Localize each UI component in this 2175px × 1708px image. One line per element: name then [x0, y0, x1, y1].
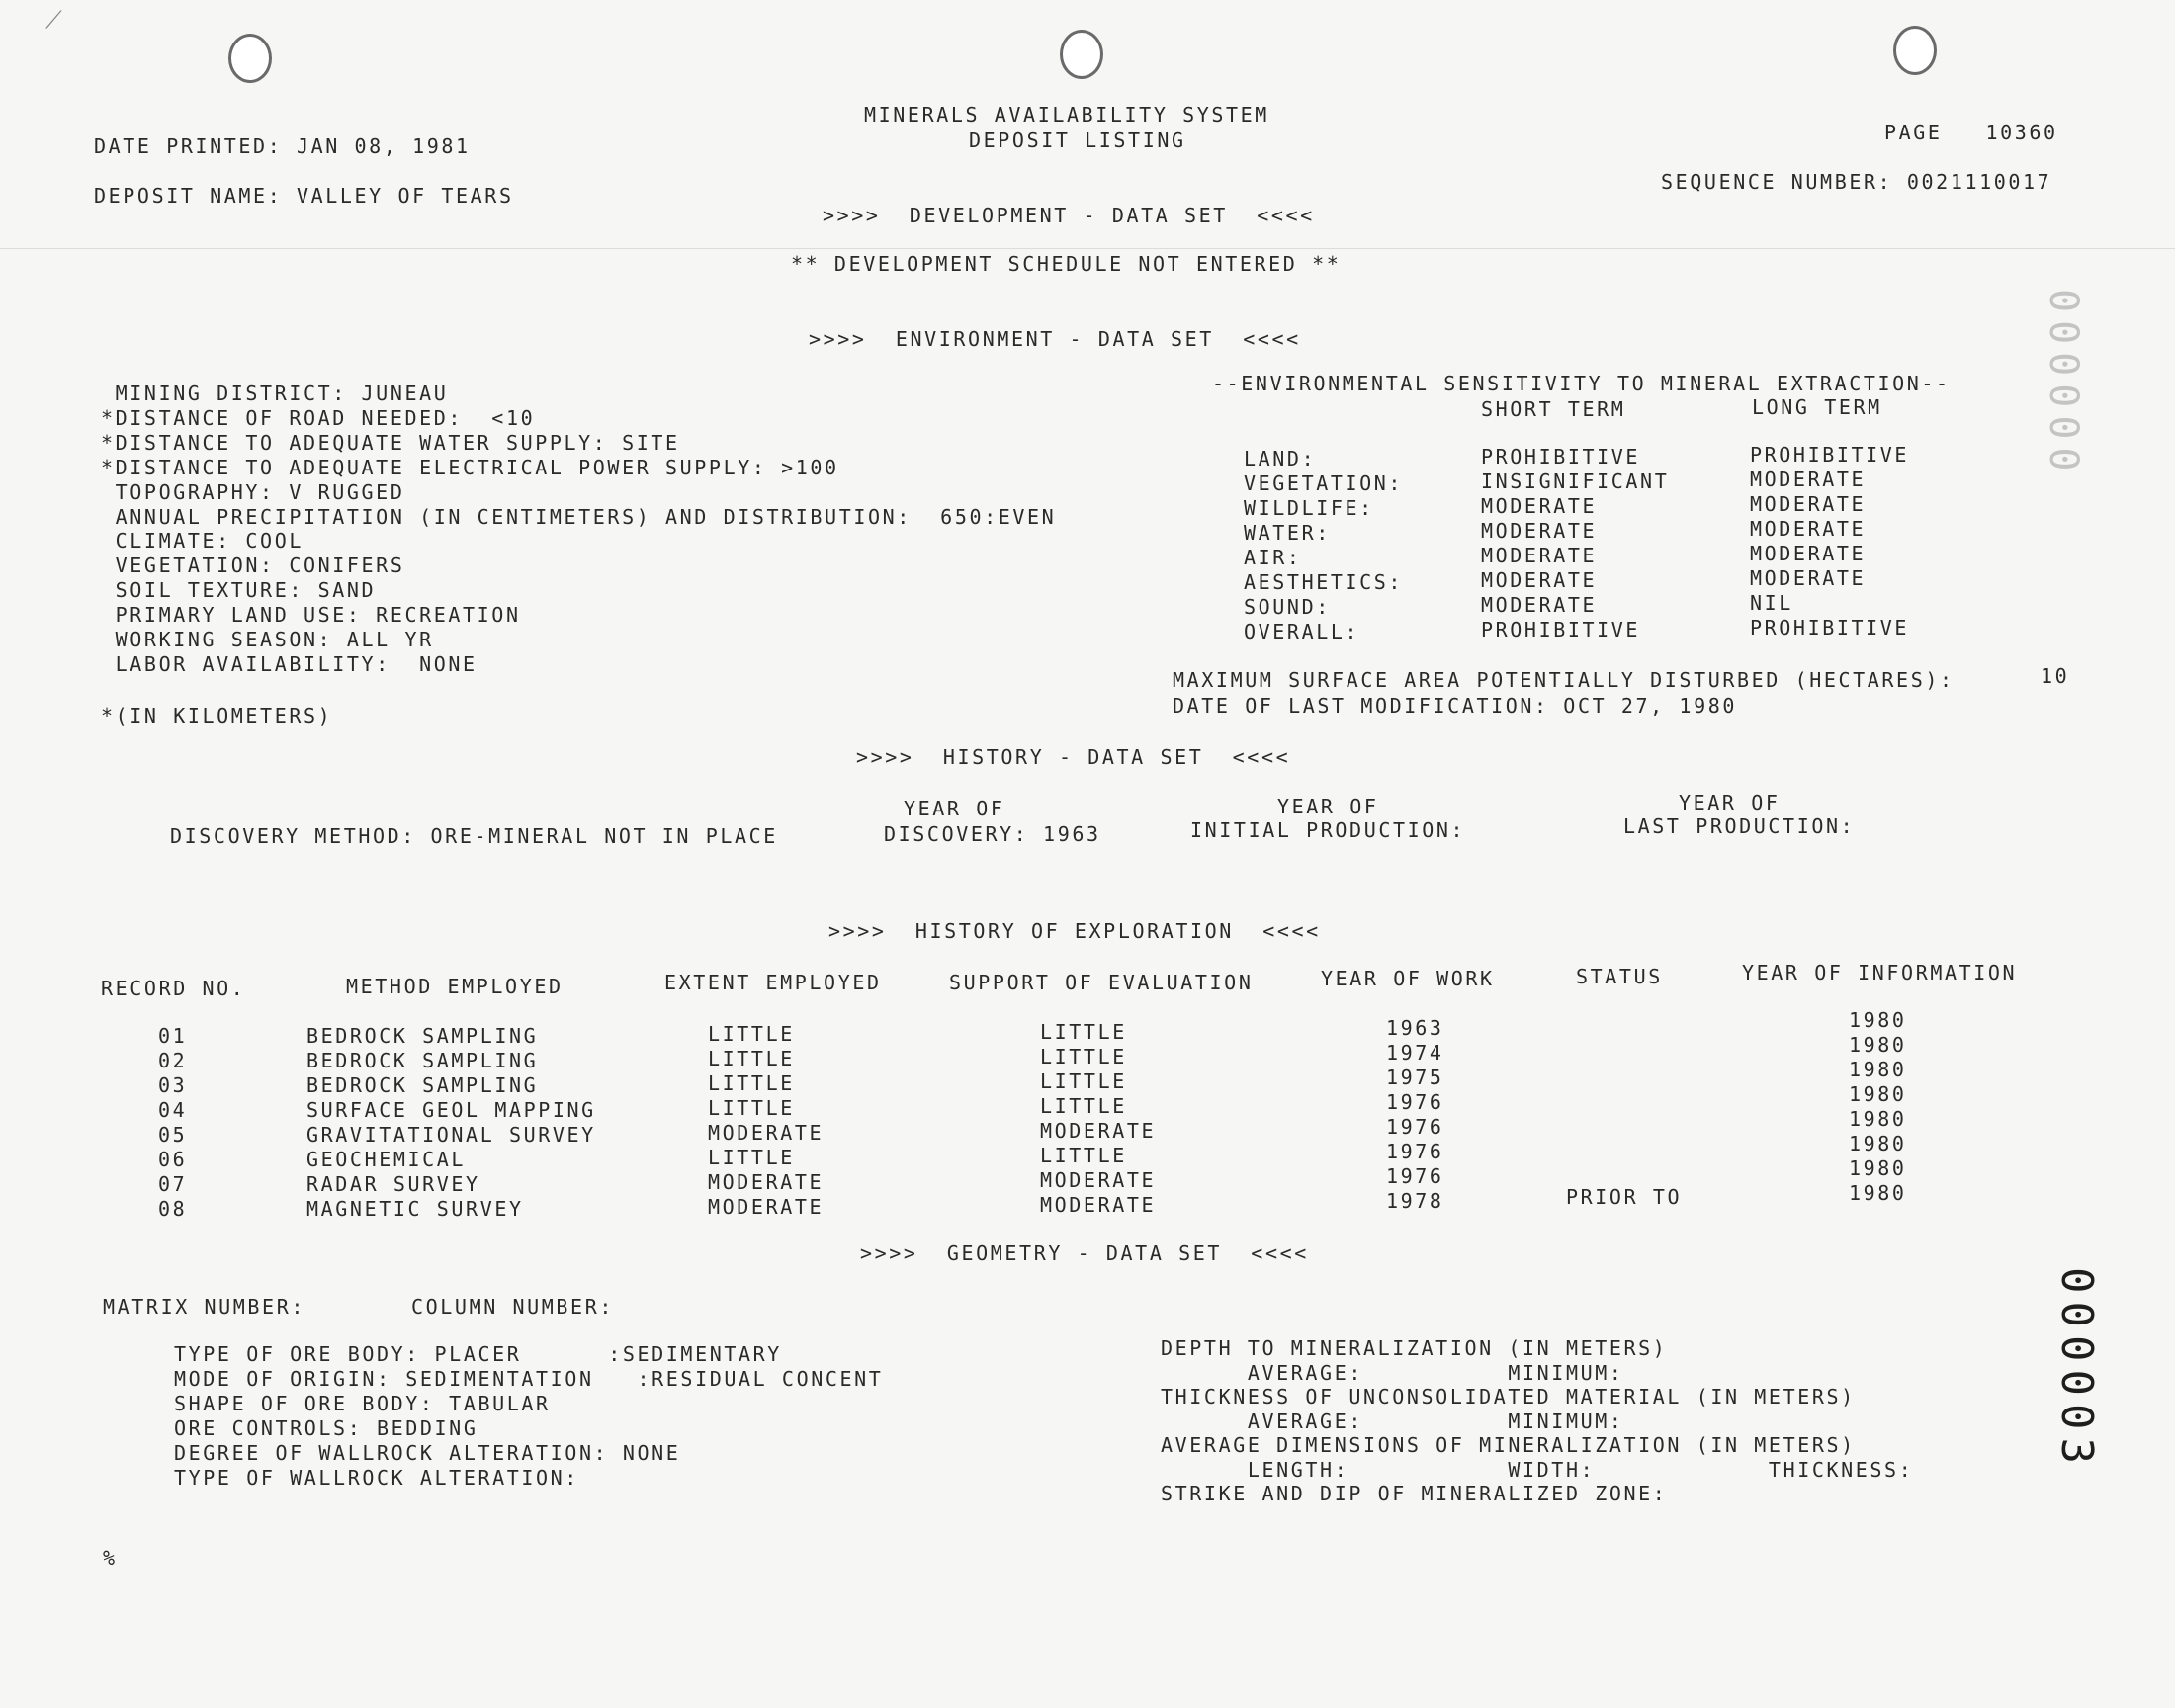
- exploration-row-cell: LITTLE: [1040, 1094, 1127, 1118]
- short-term-header: SHORT TERM: [1481, 397, 1626, 421]
- sensitivity-short-term: PROHIBITIVE: [1481, 445, 1641, 469]
- exploration-row-cell: MODERATE: [708, 1121, 825, 1145]
- column-number: COLUMN NUMBER:: [411, 1295, 614, 1319]
- environment-field: *DISTANCE OF ROAD NEEDED: <10: [101, 405, 536, 430]
- exploration-row-cell: 1980: [1849, 1181, 1907, 1205]
- sensitivity-long-term: PROHIBITIVE: [1750, 616, 1910, 640]
- exploration-row-cell: 1980: [1849, 1058, 1907, 1081]
- exploration-row-cell: 07: [158, 1172, 188, 1196]
- environment-field: WORKING SEASON: ALL YR: [101, 628, 434, 651]
- exploration-row-cell: BEDROCK SAMPLING: [306, 1049, 539, 1072]
- sensitivity-factor: AIR:: [1244, 546, 1302, 569]
- year-of-discovery: DISCOVERY: 1963: [884, 822, 1101, 846]
- sensitivity-long-term: NIL: [1750, 591, 1793, 615]
- exploration-row-cell: 1980: [1849, 1132, 1907, 1155]
- exploration-row-cell: 03: [158, 1073, 188, 1097]
- exploration-row-cell: 06: [158, 1148, 188, 1171]
- initial-production-label: YEAR OF: [1277, 795, 1379, 818]
- sensitivity-short-term: MODERATE: [1481, 519, 1598, 543]
- exploration-row-cell: 01: [158, 1024, 188, 1048]
- sensitivity-short-term: MODERATE: [1481, 494, 1598, 518]
- environment-section-title: >>>> ENVIRONMENT - DATA SET <<<<: [809, 327, 1301, 351]
- exploration-row-cell: SURFACE GEOL MAPPING: [306, 1098, 596, 1122]
- last-production: LAST PRODUCTION:: [1623, 814, 1856, 838]
- exploration-row-cell: LITTLE: [708, 1096, 795, 1120]
- exploration-row-cell: RADAR SURVEY: [306, 1172, 480, 1196]
- sequence-number: SEQUENCE NUMBER: 0021110017: [1661, 170, 2052, 194]
- sensitivity-factor: AESTHETICS:: [1244, 570, 1404, 594]
- punch-hole-right: [1893, 26, 1937, 75]
- environment-field: VEGETATION: CONIFERS: [101, 554, 405, 578]
- exploration-row-cell: MAGNETIC SURVEY: [306, 1197, 524, 1221]
- development-note: ** DEVELOPMENT SCHEDULE NOT ENTERED **: [791, 252, 1342, 276]
- sensitivity-title: --ENVIRONMENTAL SENSITIVITY TO MINERAL EXTRACTION--: [1212, 372, 1951, 395]
- exploration-row-cell: MODERATE: [1040, 1193, 1157, 1217]
- side-stamp-upper: 000000: [2041, 289, 2086, 479]
- sensitivity-long-term: MODERATE: [1750, 492, 1867, 516]
- pencil-mark-icon: ⟋: [45, 6, 62, 34]
- environment-field: SOIL TEXTURE: SAND: [101, 578, 377, 603]
- exploration-row-cell: GEOCHEMICAL: [306, 1148, 467, 1171]
- geometry-measure: AVERAGE: MINIMUM:: [1161, 1360, 1624, 1385]
- sensitivity-factor: OVERALL:: [1244, 620, 1360, 643]
- exploration-row-cell: 1976: [1386, 1140, 1444, 1163]
- exploration-row-cell: 1976: [1386, 1090, 1444, 1114]
- geometry-field: TYPE OF WALLROCK ALTERATION:: [174, 1466, 579, 1490]
- exploration-row-cell: 02: [158, 1049, 188, 1072]
- exploration-row-cell: LITTLE: [1040, 1045, 1127, 1068]
- exploration-row-cell: BEDROCK SAMPLING: [306, 1024, 539, 1048]
- environment-field: *DISTANCE TO ADEQUATE ELECTRICAL POWER SUPPLY: >100: [101, 455, 839, 479]
- sensitivity-factor: SOUND:: [1244, 595, 1331, 619]
- exploration-row-cell: 04: [158, 1098, 188, 1122]
- sensitivity-short-term: MODERATE: [1481, 568, 1598, 592]
- sensitivity-factor: WILDLIFE:: [1244, 496, 1374, 520]
- initial-production: INITIAL PRODUCTION:: [1190, 818, 1466, 842]
- exploration-row-cell: PRIOR TO: [1566, 1185, 1683, 1209]
- page-fold-line: [0, 248, 2175, 249]
- kilometers-footnote: *(IN KILOMETERS): [101, 704, 333, 727]
- exploration-row-cell: 1978: [1386, 1189, 1444, 1213]
- environment-field: TOPOGRAPHY: V RUGGED: [101, 479, 405, 504]
- date-printed: DATE PRINTED: JAN 08, 1981: [94, 134, 471, 158]
- last-production-label: YEAR OF: [1679, 791, 1781, 814]
- geometry-field: ORE CONTROLS: BEDDING: [174, 1416, 478, 1440]
- exploration-column-header: YEAR OF INFORMATION: [1742, 961, 2018, 984]
- exploration-column-header: METHOD EMPLOYED: [346, 975, 564, 998]
- exploration-column-header: YEAR OF WORK: [1321, 967, 1495, 990]
- sensitivity-long-term: PROHIBITIVE: [1750, 443, 1910, 467]
- sensitivity-short-term: INSIGNIFICANT: [1481, 470, 1670, 493]
- max-surface-label: MAXIMUM SURFACE AREA POTENTIALLY DISTURBED (HECTARES):: [1173, 668, 1955, 692]
- exploration-row-cell: 1980: [1849, 1082, 1907, 1106]
- exploration-row-cell: LITTLE: [708, 1146, 795, 1169]
- environment-field: *DISTANCE TO ADEQUATE WATER SUPPLY: SITE: [101, 430, 680, 455]
- geometry-measure: THICKNESS OF UNCONSOLIDATED MATERIAL (IN METERS): [1161, 1385, 1856, 1409]
- sensitivity-long-term: MODERATE: [1750, 517, 1867, 541]
- sensitivity-long-term: MODERATE: [1750, 468, 1867, 491]
- geometry-measure: AVERAGE: MINIMUM:: [1161, 1409, 1624, 1433]
- exploration-row-cell: 1975: [1386, 1066, 1444, 1089]
- exploration-row-cell: LITTLE: [1040, 1020, 1127, 1044]
- exploration-row-cell: LITTLE: [1040, 1069, 1127, 1093]
- exploration-row-cell: LITTLE: [1040, 1144, 1127, 1167]
- development-section-title: >>>> DEVELOPMENT - DATA SET <<<<: [823, 204, 1315, 227]
- exploration-row-cell: 1963: [1386, 1016, 1444, 1040]
- exploration-row-cell: MODERATE: [708, 1195, 825, 1219]
- exploration-row-cell: 1980: [1849, 1107, 1907, 1131]
- exploration-column-header: RECORD NO.: [101, 977, 246, 1000]
- sensitivity-factor: VEGETATION:: [1244, 471, 1404, 495]
- environment-field: CLIMATE: COOL: [101, 529, 304, 554]
- geometry-measure: LENGTH: WIDTH: THICKNESS:: [1161, 1457, 1914, 1482]
- long-term-header: LONG TERM: [1752, 395, 1882, 419]
- sensitivity-factor: LAND:: [1244, 447, 1317, 470]
- environment-field: ANNUAL PRECIPITATION (IN CENTIMETERS) AND DISTRIBUTION: 650:EVEN: [101, 504, 1057, 529]
- geometry-measure: DEPTH TO MINERALIZATION (IN METERS): [1161, 1336, 1668, 1360]
- punch-hole-center: [1060, 30, 1103, 79]
- sensitivity-factor: WATER:: [1244, 521, 1331, 545]
- geometry-field: DEGREE OF WALLROCK ALTERATION: NONE: [174, 1441, 681, 1465]
- geometry-measure: STRIKE AND DIP OF MINERALIZED ZONE:: [1161, 1482, 1668, 1505]
- environment-field: LABOR AVAILABILITY: NONE: [101, 651, 478, 676]
- exploration-column-header: SUPPORT OF EVALUATION: [949, 971, 1254, 994]
- deposit-name: DEPOSIT NAME: VALLEY OF TEARS: [94, 184, 514, 208]
- exploration-row-cell: 05: [158, 1123, 188, 1147]
- exploration-row-cell: 1980: [1849, 1008, 1907, 1032]
- exploration-row-cell: BEDROCK SAMPLING: [306, 1073, 539, 1097]
- footer-mark: %: [103, 1546, 118, 1570]
- geometry-field: SHAPE OF ORE BODY: TABULAR: [174, 1392, 551, 1415]
- exploration-row-cell: LITTLE: [708, 1047, 795, 1070]
- sensitivity-long-term: MODERATE: [1750, 542, 1867, 565]
- sensitivity-short-term: PROHIBITIVE: [1481, 618, 1641, 641]
- exploration-row-cell: MODERATE: [708, 1170, 825, 1194]
- exploration-row-cell: LITTLE: [708, 1071, 795, 1095]
- exploration-column-header: EXTENT EMPLOYED: [664, 971, 882, 994]
- sensitivity-long-term: MODERATE: [1750, 566, 1867, 590]
- exploration-row-cell: MODERATE: [1040, 1119, 1157, 1143]
- exploration-row-cell: 1980: [1849, 1033, 1907, 1057]
- listing-title: DEPOSIT LISTING: [969, 128, 1186, 152]
- exploration-row-cell: MODERATE: [1040, 1168, 1157, 1192]
- environment-field: PRIMARY LAND USE: RECREATION: [101, 603, 521, 628]
- exploration-row-cell: 1974: [1386, 1041, 1444, 1065]
- history-section-title: >>>> HISTORY - DATA SET <<<<: [856, 745, 1291, 769]
- side-stamp-lower: 000003: [2051, 1267, 2102, 1472]
- page-number: PAGE 10360: [1884, 121, 2058, 144]
- geometry-field: MODE OF ORIGIN: SEDIMENTATION :RESIDUAL CONCENT: [174, 1367, 884, 1391]
- discovery-method: DISCOVERY METHOD: ORE-MINERAL NOT IN PLACE: [170, 824, 778, 848]
- exploration-row-cell: 1976: [1386, 1115, 1444, 1139]
- system-title: MINERALS AVAILABILITY SYSTEM: [864, 103, 1269, 127]
- last-modification-date: DATE OF LAST MODIFICATION: OCT 27, 1980: [1173, 694, 1737, 718]
- exploration-row-cell: 1976: [1386, 1164, 1444, 1188]
- exploration-section-title: >>>> HISTORY OF EXPLORATION <<<<: [828, 919, 1321, 943]
- exploration-row-cell: 1980: [1849, 1156, 1907, 1180]
- exploration-column-header: STATUS: [1576, 965, 1663, 988]
- max-surface-value: 10: [2041, 664, 2070, 688]
- exploration-row-cell: GRAVITATIONAL SURVEY: [306, 1123, 596, 1147]
- environment-field: MINING DISTRICT: JUNEAU: [101, 382, 449, 405]
- geometry-measure: AVERAGE DIMENSIONS OF MINERALIZATION (IN METERS): [1161, 1433, 1856, 1457]
- geometry-section-title: >>>> GEOMETRY - DATA SET <<<<: [860, 1241, 1309, 1265]
- sensitivity-short-term: MODERATE: [1481, 544, 1598, 567]
- matrix-number: MATRIX NUMBER:: [103, 1295, 305, 1319]
- sensitivity-short-term: MODERATE: [1481, 593, 1598, 617]
- punch-hole-left: [228, 34, 272, 83]
- exploration-row-cell: 08: [158, 1197, 188, 1221]
- year-of-discovery-label: YEAR OF: [904, 797, 1005, 820]
- exploration-row-cell: LITTLE: [708, 1022, 795, 1046]
- geometry-field: TYPE OF ORE BODY: PLACER :SEDIMENTARY: [174, 1342, 782, 1366]
